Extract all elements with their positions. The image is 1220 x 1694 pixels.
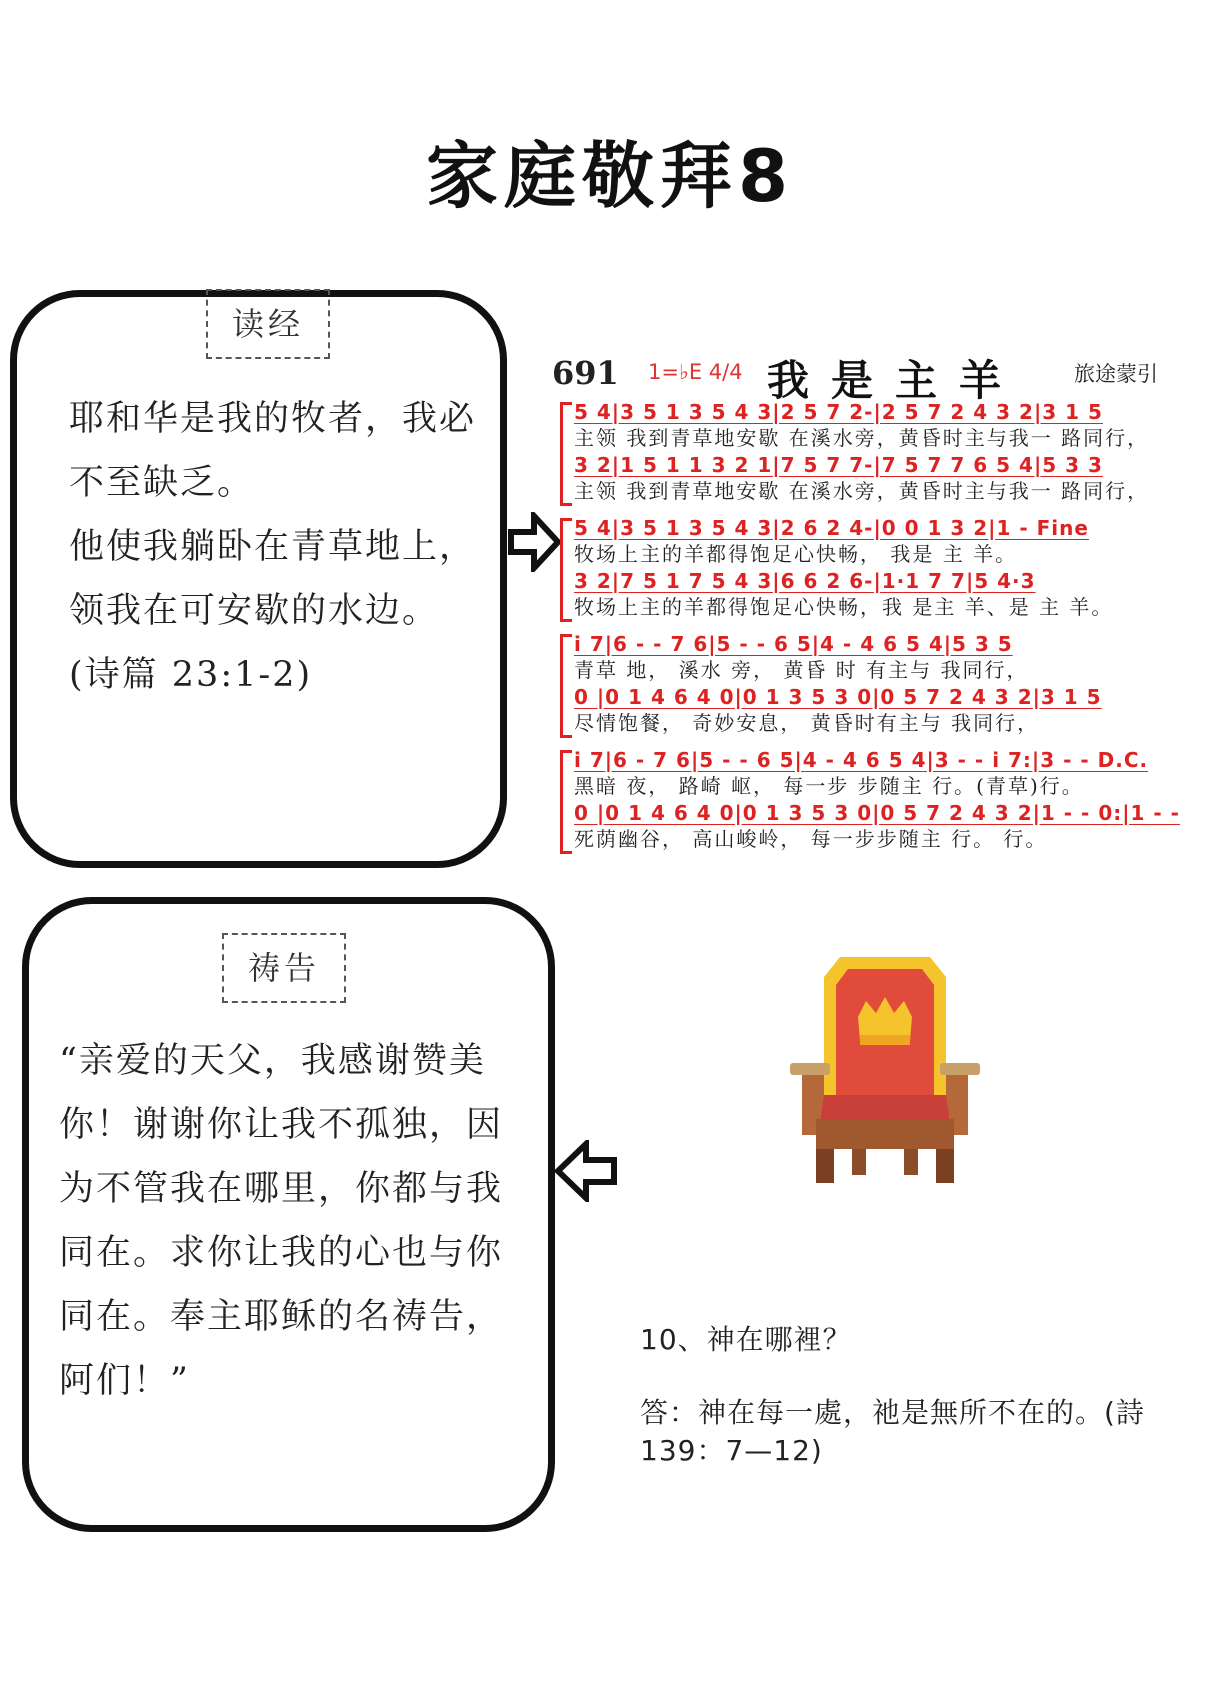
hymn-key: 1=♭E 4/4 (648, 360, 743, 384)
reading-label: 读经 (206, 289, 330, 359)
hymn-sheet (552, 348, 1212, 851)
catechism (640, 1318, 1200, 1470)
hymn-notes-line: 3 2|1 5 1 1 3 2 1|7 5 7 7-|7 5 7 7 6 5 4|5 3 3 (574, 453, 1103, 477)
hymn-notes-line: 5 4|3 5 1 3 5 4 3|2 5 7 2-|2 5 7 2 4 3 2|3 1 5 (574, 400, 1103, 424)
staff-brace (560, 402, 572, 506)
staff-brace (560, 750, 572, 854)
hymn-notes-line: 5 4|3 5 1 3 5 4 3|2 6 2 4-|0 0 1 3 2|1 - Fine (574, 516, 1089, 540)
hymn-header (552, 348, 1212, 405)
arrow-left-icon (552, 1140, 618, 1202)
staff-brace (560, 634, 572, 738)
hymn-title: 我是主羊 (767, 356, 1024, 405)
hymn-notes-line: i 7|6 - 7 6|5 - - 6 5|4 - 4 6 5 4|3 - - i 7:|3 - - D.C. (574, 748, 1149, 772)
catechism-answer: 答：神在每一處，祂是無所不在的。(詩139：7—12) (640, 1396, 1145, 1467)
hymn-notes-line: 0 |0 1 4 6 4 0|0 1 3 5 3 0|0 5 7 2 4 3 2|3 1 5 (574, 685, 1102, 709)
staff-brace (560, 518, 572, 622)
hymn-lyrics-line: 黑暗 夜， 路崎 岖， 每一步 步随主 行。(青草)行。 (574, 774, 1084, 798)
hymn-lyrics-line: 牧场上主的羊都得饱足心快畅，我 是主 羊、是 主 羊。 (574, 595, 1114, 619)
hymn-notes-line: 0 |0 1 4 6 4 0|0 1 3 5 3 0|0 5 7 2 4 3 2|1 - - 0:|1 - - (574, 801, 1180, 825)
hymn-notes-line: 3 2|7 5 1 7 5 4 3|6 6 2 6-|1·1 7 7|5 4·3 (574, 569, 1036, 593)
hymn-notes-line: i 7|6 - - 7 6|5 - - 6 5|4 - 4 6 5 4|5 3 5 (574, 632, 1013, 656)
prayer-label: 祷告 (222, 933, 346, 1003)
catechism-question: 10、神在哪裡？ (640, 1323, 852, 1356)
hymn-lyrics-line: 牧场上主的羊都得饱足心快畅， 我是 主 羊。 (574, 542, 1018, 566)
hymn-number: 691 (552, 354, 619, 392)
page-title: 家庭敬拜8 (425, 134, 795, 218)
hymn-lyrics-line: 主领 我到青草地安歇 在溪水旁，黄昏时主与我一 路同行， (574, 479, 1150, 503)
reading-card (10, 290, 507, 868)
prayer-text: “亲爱的天父，我感谢赞美你！谢谢你让我不孤独，因为不管我在哪里，你都与我同在。求你让我的心也与你同在。奉主耶稣的名祷告，阿们！” (59, 1041, 504, 1401)
reading-text: 耶和华是我的牧者，我必不至缺乏。 他使我躺卧在青草地上，领我在可安歇的水边。 (诗篇 23:1-2) (69, 399, 477, 695)
hymn-lyrics-line: 青草 地， 溪水 旁， 黄昏 时 有主与 我同行， (574, 658, 1029, 682)
throne-icon (790, 955, 980, 1185)
hymn-lyrics-line: 死荫幽谷， 高山峻岭， 每一步步随主 行。 行。 (574, 827, 1048, 851)
prayer-card (22, 897, 555, 1532)
hymn-source: 旅途蒙引 (1074, 362, 1158, 386)
hymn-lyrics-line: 主领 我到青草地安歇 在溪水旁，黄昏时主与我一 路同行， (574, 426, 1150, 450)
hymn-lyrics-line: 尽情饱餐， 奇妙安息， 黄昏时有主与 我同行， (574, 711, 1040, 735)
